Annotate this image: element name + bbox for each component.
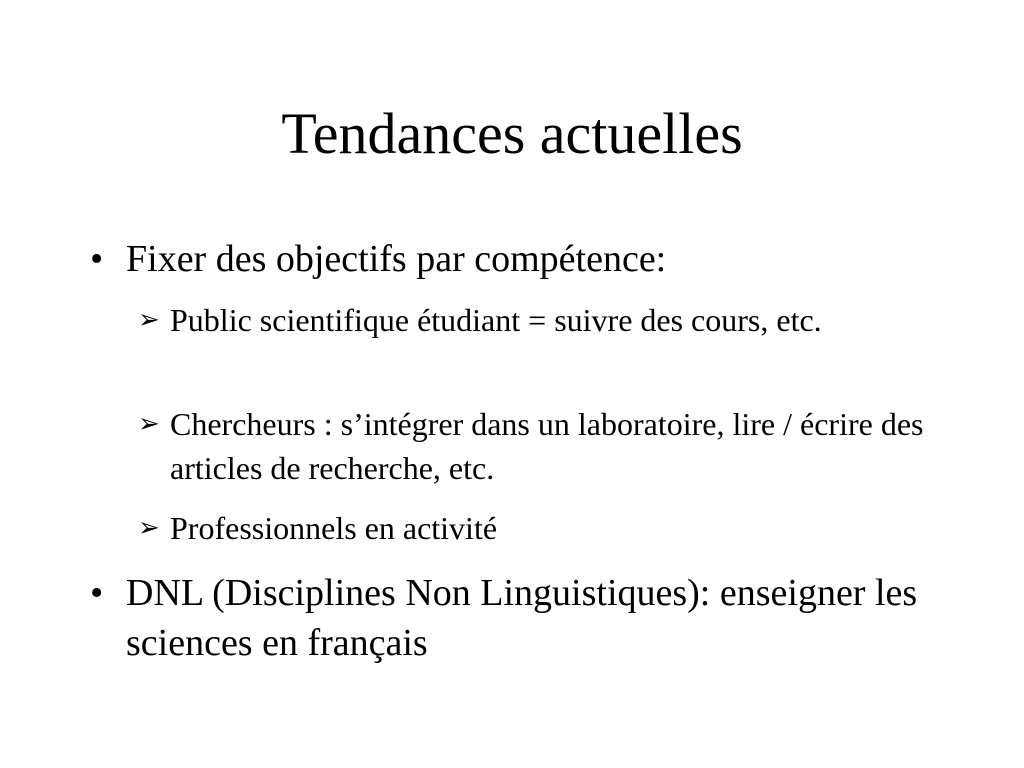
bullet-item: [90, 237, 990, 281]
sub-bullet-item: [138, 298, 938, 342]
bullet-text: Fixer des objectifs par compétence:: [126, 238, 667, 280]
arrow-bullet-icon: ➢: [138, 409, 160, 439]
sub-bullet-item: [138, 506, 938, 550]
sub-bullet-text: Professionnels en activité: [170, 510, 498, 546]
bullet-item: [90, 568, 990, 668]
bullet-text: DNL (Disciplines Non Linguistiques): enseigner les sciences en français: [126, 572, 918, 664]
sub-bullet-text: Chercheurs : s’intégrer dans un laboratoire, lire / écrire des articles de recherche, etc.: [170, 406, 924, 486]
arrow-bullet-icon: ➢: [138, 513, 160, 543]
bullet-marker: •: [90, 238, 104, 280]
slide-title: Tendances actuelles: [281, 101, 743, 166]
bullet-marker: •: [90, 572, 104, 614]
sub-bullet-text: Public scientifique étudiant = suivre des cours, etc.: [170, 302, 822, 338]
sub-bullet-item: [138, 402, 938, 490]
arrow-bullet-icon: ➢: [138, 305, 160, 335]
